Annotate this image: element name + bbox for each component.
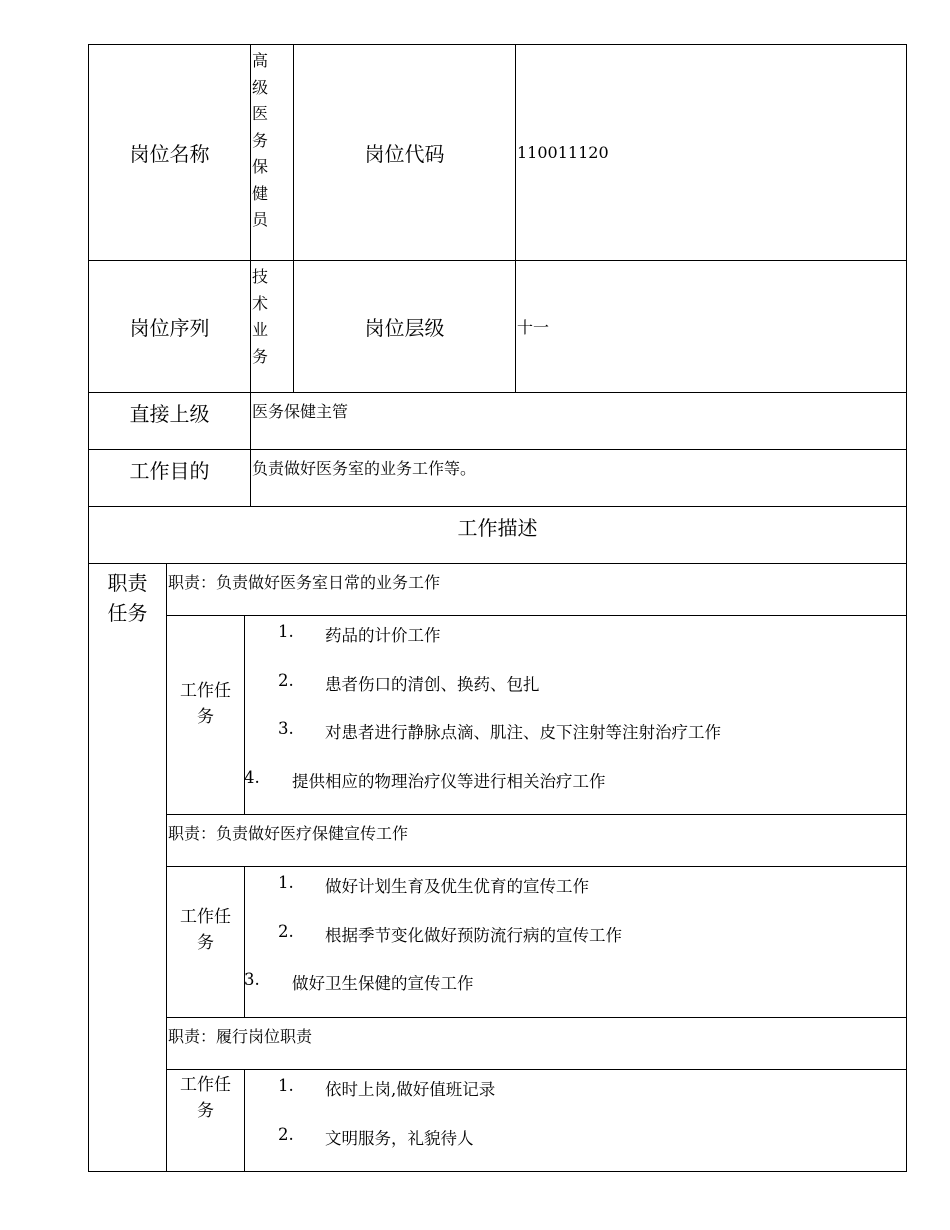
superior-label-text: 直接上级: [129, 402, 210, 426]
position-name-char: 保: [252, 157, 269, 176]
sequence-label-text: 岗位序列: [129, 316, 210, 340]
task-text: 依时上岗,做好值班记录: [325, 1080, 496, 1099]
position-name-label: [88, 44, 251, 261]
task-number: 2.: [278, 671, 294, 690]
position-name-char: 健: [252, 183, 269, 203]
task-number: 2.: [278, 922, 294, 941]
duty-title-text: 职责：履行岗位职责: [168, 1027, 313, 1046]
level-label: [293, 260, 516, 393]
task-list: [244, 866, 907, 1018]
duty-title-text: 职责：负责做好医务室日常的业务工作: [168, 573, 441, 592]
superior-value-text: 医务保健主管: [252, 402, 349, 421]
purpose-label-text: 工作目的: [129, 459, 210, 483]
task-number: 3.: [244, 970, 260, 989]
task-number: 1.: [278, 622, 294, 641]
task-number: 1.: [278, 873, 294, 892]
task-label-line: 工作任: [180, 681, 231, 701]
duties-label: [89, 564, 166, 628]
task-list: [244, 1069, 907, 1172]
duty-title: [166, 1017, 907, 1070]
sequence-label: [88, 260, 251, 393]
task-label-cell: [166, 866, 245, 1018]
position-name-char: 务: [252, 130, 269, 150]
section-title: [88, 506, 907, 564]
task-label-cell: [166, 1069, 245, 1172]
purpose-value-text: 负责做好医务室的业务工作等。: [252, 459, 477, 478]
task-label: [167, 1070, 244, 1124]
duties-label-line: 职责: [107, 571, 148, 595]
task-label-line: 工作任: [180, 907, 231, 927]
section-title-text: 工作描述: [457, 516, 538, 540]
superior-label: [88, 392, 251, 450]
position-code-value: [515, 44, 907, 261]
task-number: 2.: [278, 1125, 294, 1144]
purpose-value: [250, 449, 907, 507]
task-number: 1.: [278, 1076, 294, 1095]
duty-title: [166, 563, 907, 616]
task-number: 4.: [244, 768, 260, 787]
duty-title-text: 职责：负责做好医疗保健宣传工作: [168, 824, 409, 843]
position-code-value-text: 110011120: [517, 143, 609, 162]
task-label: [167, 867, 244, 956]
task-text: 根据季节变化做好预防流行病的宣传工作: [325, 926, 622, 945]
position-name-char: 高: [252, 51, 269, 70]
purpose-label: [88, 449, 251, 507]
duties-label-line: 任务: [107, 601, 148, 625]
duty-title: [166, 814, 907, 867]
sequence-value: [250, 260, 294, 393]
position-name-char: 级: [252, 77, 269, 97]
task-text: 做好计划生育及优生优育的宣传工作: [325, 877, 589, 896]
superior-value: [250, 392, 907, 450]
duties-label-cell: [88, 563, 167, 1172]
sequence-char: 业: [252, 320, 269, 339]
task-number: 3.: [278, 719, 294, 738]
job-description-table: [88, 44, 907, 1172]
task-label: [167, 616, 244, 730]
task-text: 做好卫生保健的宣传工作: [292, 974, 474, 993]
task-text: 对患者进行静脉点滴、肌注、皮下注射等注射治疗工作: [325, 723, 721, 742]
task-label-line: 务: [197, 1101, 214, 1121]
task-text: 药品的计价工作: [325, 626, 441, 645]
task-label-line: 务: [197, 933, 214, 953]
position-name-value: [250, 44, 294, 261]
position-code-label: [293, 44, 516, 261]
task-text: 患者伤口的清创、换药、包扎: [325, 675, 540, 694]
task-text: 文明服务，礼貌待人: [325, 1129, 474, 1148]
task-label-line: 务: [197, 707, 214, 727]
task-label-line: 工作任: [180, 1075, 231, 1095]
task-label-cell: [166, 615, 245, 815]
position-name-char: 员: [252, 210, 269, 229]
sequence-char: 技: [252, 267, 269, 286]
sequence-char: 务: [252, 346, 269, 366]
level-value-text: 十一: [517, 318, 550, 337]
level-label-text: 岗位层级: [364, 316, 445, 340]
position-name-char: 医: [252, 104, 269, 123]
sequence-char: 术: [252, 293, 269, 313]
position-name-label-text: 岗位名称: [129, 142, 210, 166]
task-list: [244, 615, 907, 815]
task-text: 提供相应的物理治疗仪等进行相关治疗工作: [292, 772, 606, 791]
position-code-label-text: 岗位代码: [364, 142, 445, 166]
level-value: [515, 260, 907, 393]
